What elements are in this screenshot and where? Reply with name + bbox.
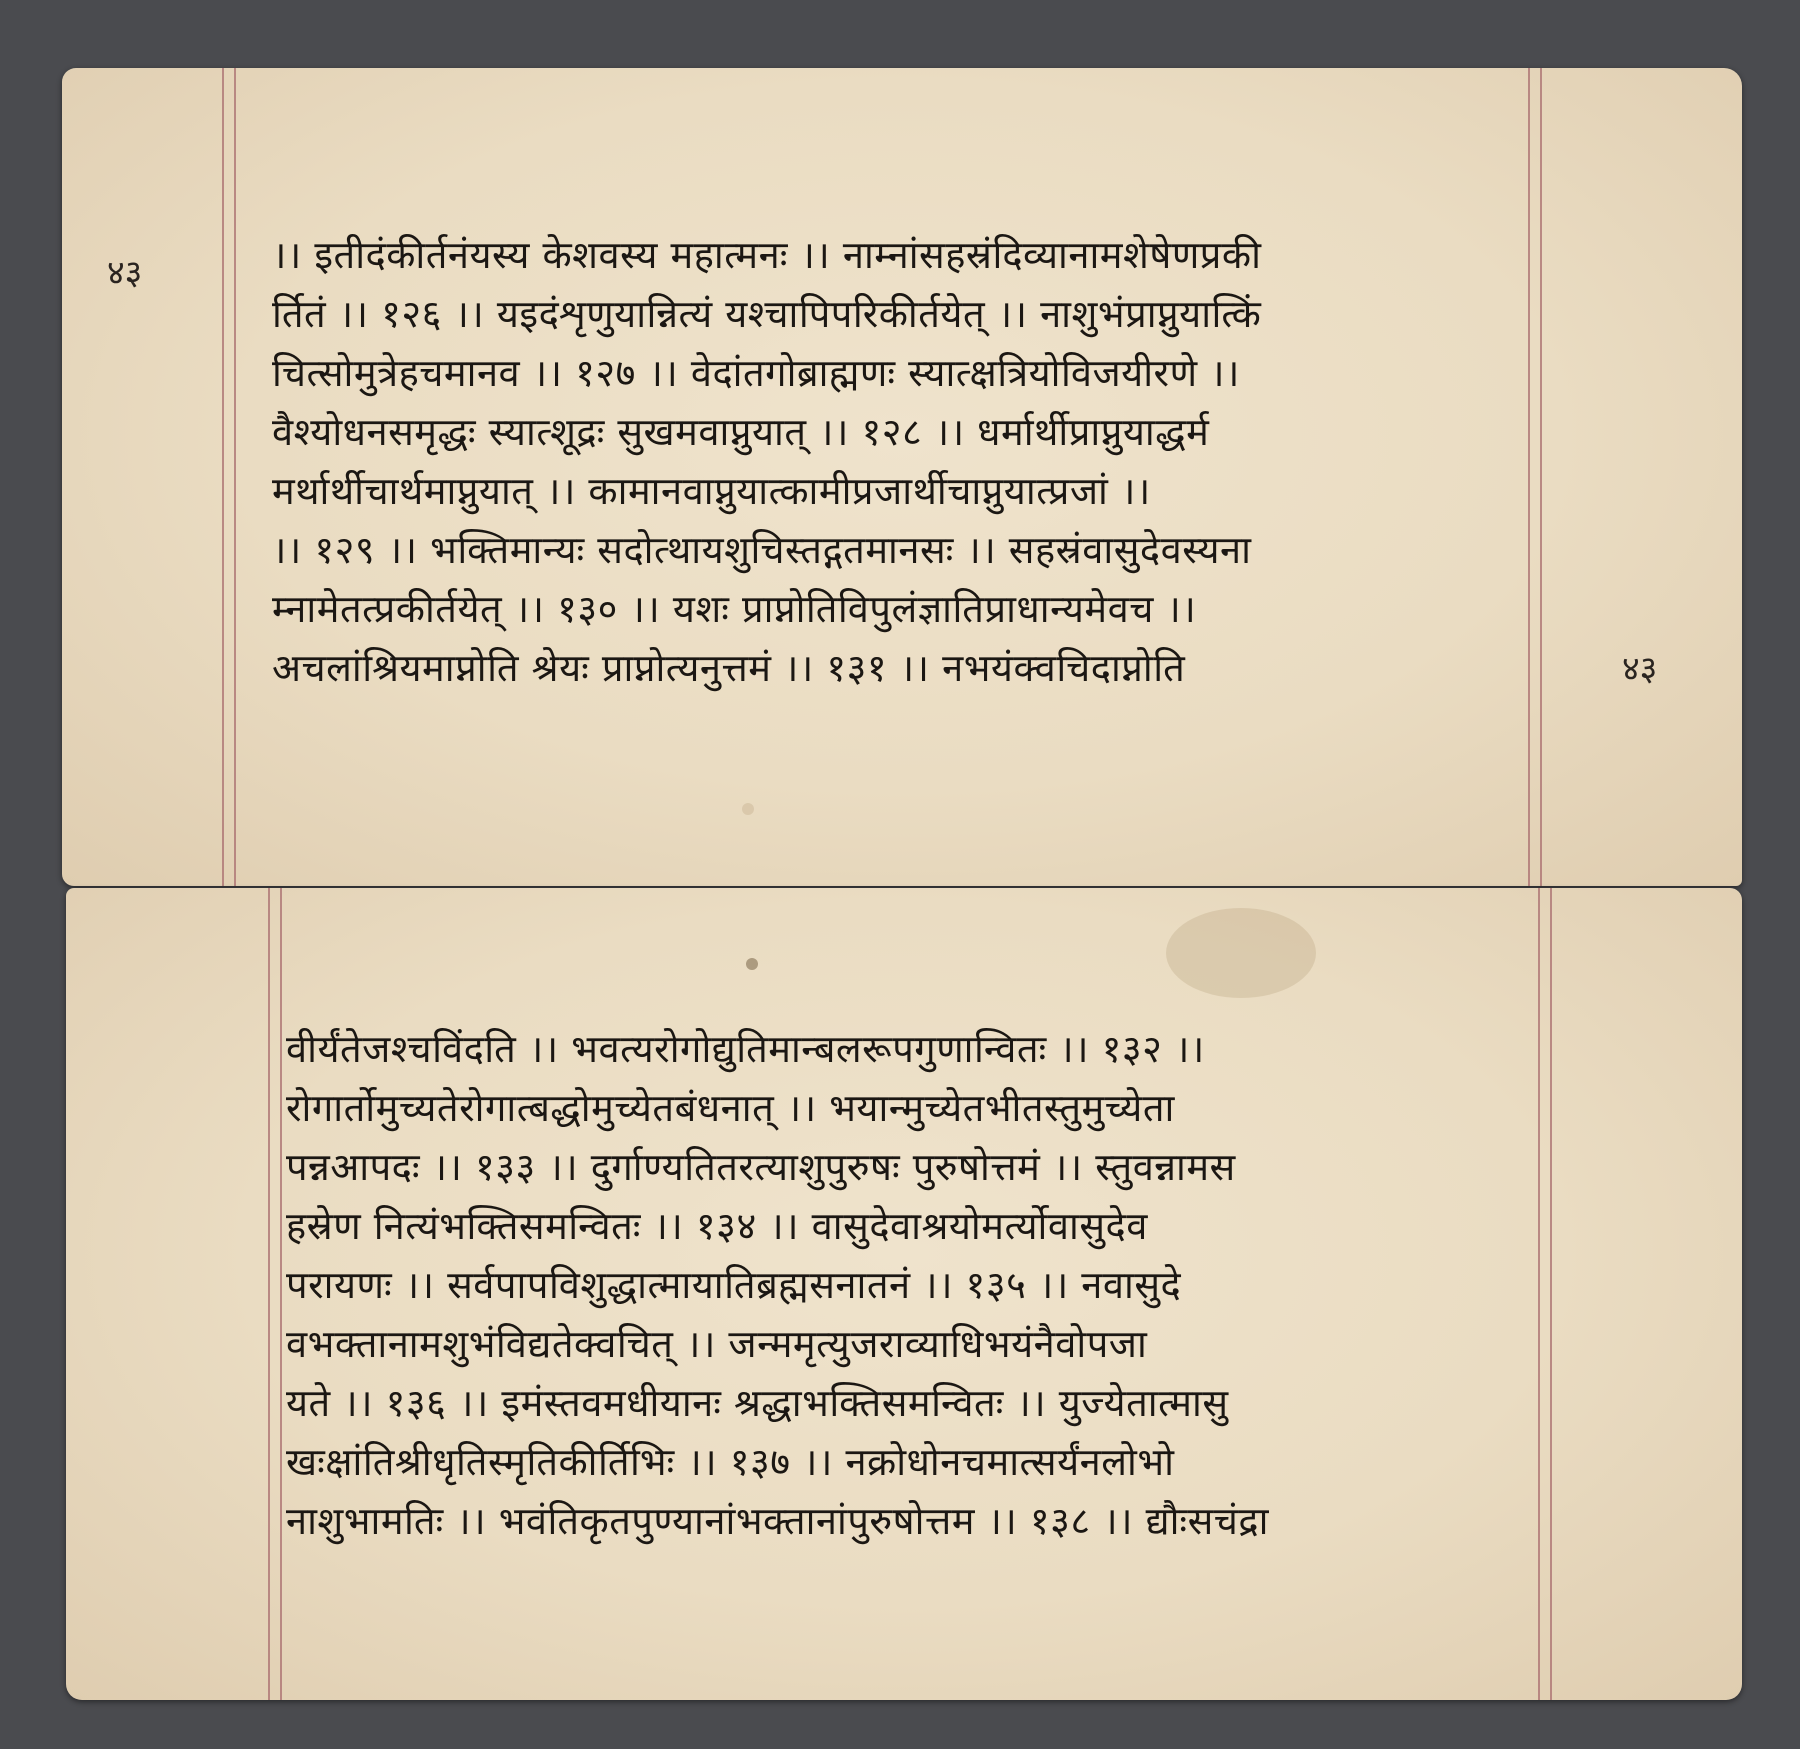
- bottom-leaf-text: [286, 1020, 1269, 1551]
- margin-rule-left-outer: [268, 888, 270, 1700]
- text-line: म्नामेतत्प्रकीर्तयेत् ।। १३० ।। यशः प्राप्नोतिविपुलंज्ञातिप्राधान्यमेवच ।।: [272, 587, 1197, 631]
- text-line: पन्नआपदः ।। १३३ ।। दुर्गाण्यतितरत्याशुपुरुषः पुरुषोत्तमं ।। स्तुवन्नामस: [286, 1145, 1236, 1189]
- margin-rule-right-inner: [1538, 888, 1540, 1700]
- text-line: नाशुभामतिः ।। भवंतिकृतपुण्यानांभक्तानांपुरुषोत्तम ।। १३८ ।। द्यौःसचंद्रा: [286, 1499, 1269, 1543]
- text-line: हस्रेण नित्यंभक्तिसमन्वितः ।। १३४ ।। वासुदेवाश्रयोमर्त्योवासुदेव: [286, 1204, 1148, 1248]
- margin-rule-right-inner: [1528, 68, 1530, 886]
- text-line: ।। इतीदंकीर्तनंयस्य केशवस्य महात्मनः ।। नाम्नांसहस्रंदिव्यानामशेषेणप्रकी: [272, 233, 1262, 277]
- text-line: मर्थार्थीचार्थमाप्नुयात् ।। कामानवाप्नुयात्कामीप्रजार्थीचाप्नुयात्प्रजां ।।: [272, 469, 1151, 513]
- text-line: यते ।। १३६ ।। इमंस्तवमधीयानः श्रद्धाभक्तिसमन्वितः ।। युज्येतात्मासु: [286, 1381, 1229, 1425]
- text-line: वभक्तानामशुभंविद्यतेक्वचित् ।। जन्ममृत्युजराव्याधिभयंनैवोपजा: [286, 1322, 1148, 1366]
- text-line: अचलांश्रियमाप्नोति श्रेयः प्राप्नोत्यनुत्तमं ।। १३१ ।। नभयंक्वचिदाप्नोति: [272, 646, 1186, 690]
- manuscript-leaf-bottom: [66, 888, 1742, 1700]
- text-line: वैश्योधनसमृद्धः स्यात्शूद्रः सुखमवाप्नुयात् ।। १२८ ।। धर्मार्थीप्राप्नुयाद्धर्म: [272, 410, 1210, 454]
- ink-spot: [742, 803, 754, 815]
- margin-rule-left-inner: [234, 68, 236, 886]
- water-stain: [1166, 908, 1316, 998]
- text-line: खःक्षांतिश्रीधृतिस्मृतिकीर्तिभिः ।। १३७ ।। नक्रोधोनचमात्सर्यंनलोभो: [286, 1440, 1175, 1484]
- manuscript-leaf-top: [62, 68, 1742, 886]
- margin-rule-right-outer: [1540, 68, 1542, 886]
- text-line: र्तितं ।। १२६ ।। यइदंशृणुयान्नित्यं यश्चापिपरिकीर्तयेत् ।। नाशुभंप्राप्नुयात्किं: [272, 292, 1262, 336]
- text-line: ।। १२९ ।। भक्तिमान्यः सदोत्थायशुचिस्तद्गतमानसः ।। सहस्रंवासुदेवस्यना: [272, 528, 1252, 572]
- top-leaf-text: [272, 226, 1261, 698]
- text-line: चित्सोमुत्रेहचमानव ।। १२७ ।। वेदांतगोब्राह्मणः स्यात्क्षत्रियोविजयीरणे ।।: [272, 351, 1240, 395]
- ink-spot: [746, 958, 758, 970]
- margin-rule-right-outer: [1550, 888, 1552, 1700]
- text-line: वीर्यंतेजश्चविंदति ।। भवत्यरोगोद्युतिमान्बलरूपगुणान्वितः ।। १३२ ।।: [286, 1027, 1205, 1071]
- margin-rule-left-inner: [280, 888, 282, 1700]
- folio-number-left: ४३: [107, 253, 143, 293]
- folio-number-right: ४३: [1622, 649, 1658, 689]
- text-line: रोगार्तोमुच्यतेरोगात्बद्धोमुच्येतबंधनात् ।। भयान्मुच्येतभीतस्तुमुच्येता: [286, 1086, 1175, 1130]
- margin-rule-left-outer: [222, 68, 224, 886]
- text-line: परायणः ।। सर्वपापविशुद्धात्मायातिब्रह्मसनातनं ।। १३५ ।। नवासुदे: [286, 1263, 1182, 1307]
